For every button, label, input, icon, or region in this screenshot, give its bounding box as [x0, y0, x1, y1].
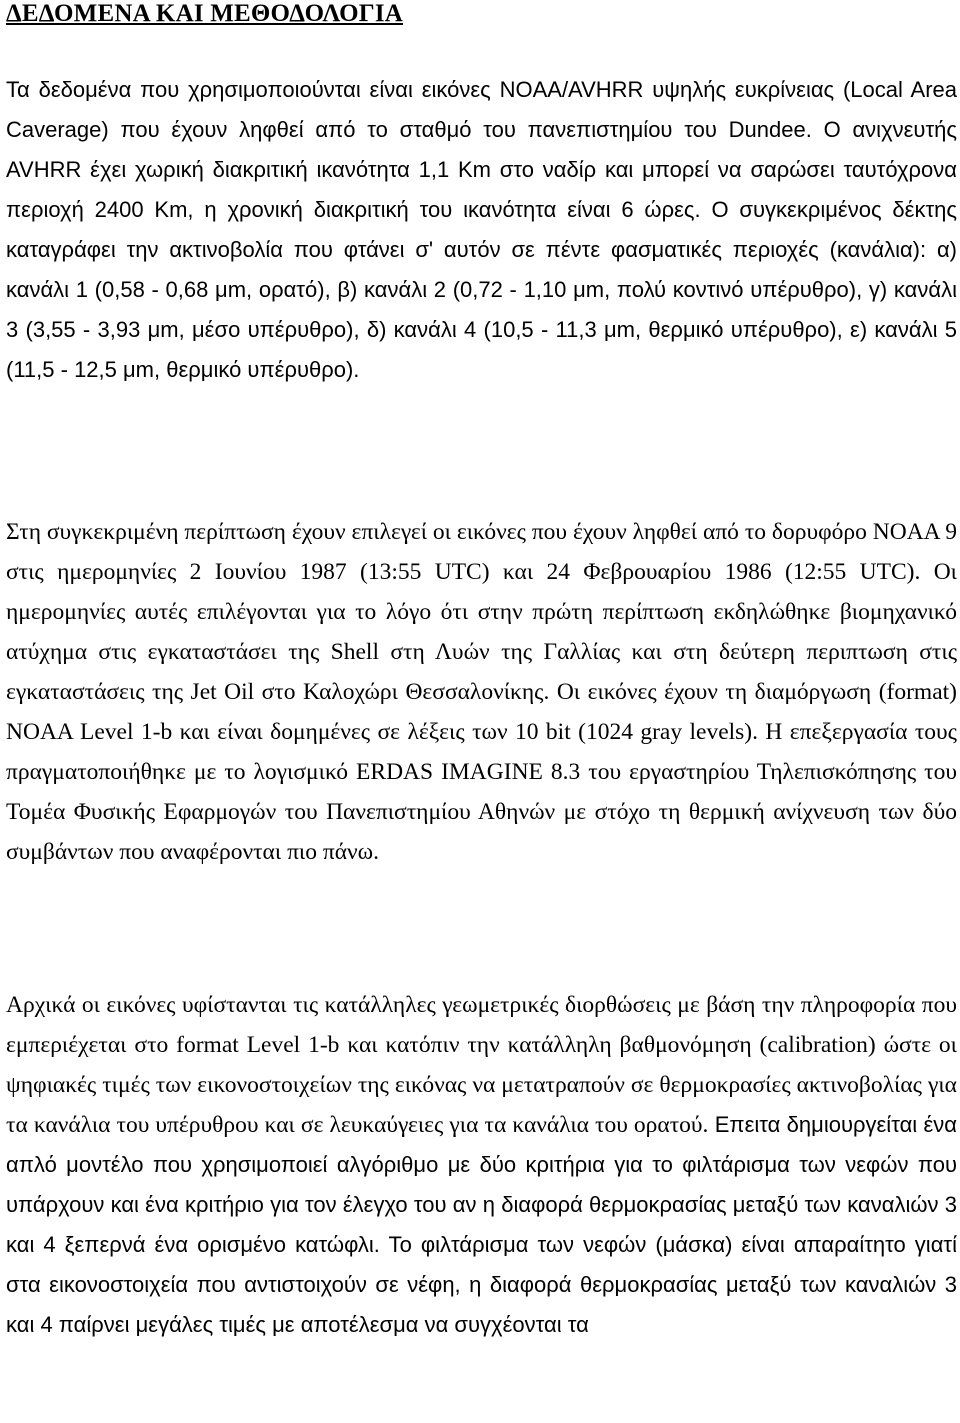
paragraph-text: Στη συγκεκριμένη περίπτωση έχουν επιλεγεί οι εικόνες που έχουν ληφθεί από το δορυφόρο NOAA 9 στις ημερομηνίες 2 Ιουνίου 1987 (13:55 UTC) και 24 Φεβρουαρίου 1986 (12:55 UTC). Οι ημερομηνίες αυτές επιλέγονται για το λόγο ότι στην πρώτη περίπτωση εκδηλώθηκε βιομηχανικό ατύχημα στις εγκαταστάσει της Shell στη Λυών της Γαλλίας και στη δεύτερη περιπτωση στις εγκαταστάσεις της Jet Oil στο Καλοχώρι Θεσσαλονίκης. Οι εικόνες έχουν τη διαμόργωση (format) NOAA Level 1-b και είναι δομημένες σε λέξεις των 10 bit (1024 gray levels). Η επεξεργασία τους πραγματοποιήθηκε με το λογισμικό ERDAS IMAGINE 8.3 του εργαστηρίου Τηλεπισκόπησης του Τομέα Φυσικής Εφαρμογών του Πανεπιστημίου Αθηνών με στόχο τη θερμική ανίχνευση των δύο συμβάντων που αναφέρονται πιο πάνω.: [6, 519, 957, 865]
paragraph-image-selection: [6, 512, 957, 872]
document-page: [6, 0, 958, 1337]
paragraph-data-description: [6, 70, 957, 390]
section-heading: ΔΕΔΟΜΕΝΑ ΚΑΙ ΜΕΘΟΔΟΛΟΓΙΑ: [6, 0, 403, 27]
paragraph-text: Τα δεδομένα που χρησιμοποιούνται είναι εικόνες NOAA/AVHRR υψηλής ευκρίνειας (Local Area Caverage) που έχουν ληφθεί από το σταθμό του πανεπιστημίου του Dundee. Ο ανιχνευτής AVHRR έχει χωρική διακριτική ικανότητα 1,1 Km στο ναδίρ και μπορεί να σαρώσει ταυτόχρονα περιοχή 2400 Km, η χρονική διακριτική του ικανότητα είναι 6 ώρες. Ο συγκεκριμένος δέκτης καταγράφει την ακτινοβολία που φτάνει σ' αυτόν σε πέντε φασματικές περιοχές (κανάλια): α) κανάλι 1 (0,58 - 0,68 μm, ορατό), β) κανάλι 2 (0,72 - 1,10 μm, πολύ κοντινό υπέρυθρο), γ) κανάλι 3 (3,55 - 3,93 μm, μέσο υπέρυθρο), δ) κανάλι 4 (10,5 - 11,3 μm, θερμικό υπέρυθρο), ε) κανάλι 5 (11,5 - 12,5 μm, θερμικό υπέρυθρο).: [6, 77, 957, 382]
paragraph-processing: [6, 985, 957, 1345]
paragraph-text-serif: Αρχικά οι εικόνες υφίστανται τις κατάλληλες γεωμετρικές διορθώσεις με βάση την πληροφορία που εμπεριέχεται στο format Level 1-b και κατόπιν την κατάλληλη βαθμονόμηση (calibration) ώστε οι ψηφιακές τιμές των εικονοστοιχείων της εικόνας να μετατραπούν σε θερμοκρασίες ακτινοβολίας για τα κανάλια του υπέρυθρου και σε λευκαύγειες για τα κανάλια του ορατού.: [6, 992, 957, 1138]
paragraph-text-sans: Επειτα δημιουργείται ένα απλό μοντέλο που χρησιμοποιεί αλγόριθμο με δύο κριτήρια για το φιλτάρισμα των νεφών που υπάρχουν και ένα κριτήριο για τον έλεγχο του αν η διαφορά θερμοκρασίας μεταξύ των καναλιών 3 και 4 ξεπερνά ένα ορισμένο κατώφλι. Το φιλτάρισμα των νεφών (μάσκα) είναι απαραίτητο γιατί στα εικονοστοιχεία που αντιστοιχούν σε νέφη, η διαφορά θερμοκρασίας μεταξύ των καναλιών 3 και 4 παίρνει μεγάλες τιμές με αποτέλεσμα να συγχέονται τα: [6, 1112, 958, 1337]
